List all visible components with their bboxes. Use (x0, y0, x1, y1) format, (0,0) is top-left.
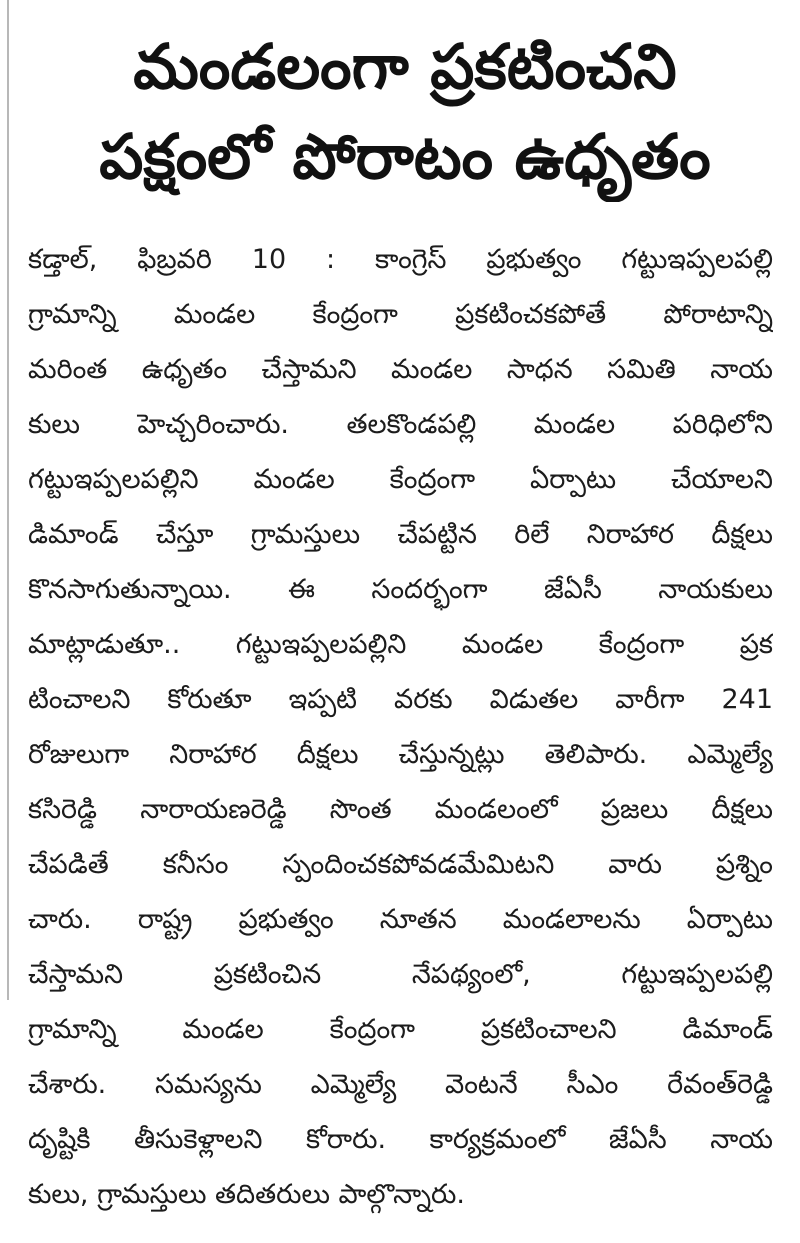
article-line: చారు. రాష్ట్ర ప్రభుత్వం నూతన మండలాలను ఏర్పాటు (28, 904, 773, 935)
article-line: మరింత ఉధృతం చేస్తామని మండల సాధన సమితి నాయ (28, 354, 773, 385)
article-line: డిమాండ్ చేస్తూ గ్రామస్తులు చేపట్టిన రిలే నిరాహార దీక్షలు (28, 519, 773, 550)
headline-line-2: పక్షంలో పోరాటం ఉధృతం (99, 120, 711, 193)
article-line: కొనసాగుతున్నాయి. ఈ సందర్భంగా జేఏసీ నాయకులు (28, 574, 773, 605)
article-line: కడ్తాల్, ఫిబ్రవరి 10 : కాంగ్రెస్ ప్రభుత్వం గట్టుఇప్పలపల్లి (28, 244, 773, 275)
article-line: రోజులుగా నిరాహార దీక్షలు చేస్తున్నట్లు తెలిపారు. ఎమ్మెల్యే (28, 739, 773, 770)
article-line: గ్రామాన్ని మండల కేంద్రంగా ప్రకటించాలని డిమాండ్ (28, 1014, 773, 1045)
headline (40, 22, 770, 202)
article-line: చేపడితే కనీసం స్పందించకపోవడమేమిటని వారు ప్రశ్నిం (28, 849, 773, 880)
article-line: చేస్తామని ప్రకటించిన నేపథ్యంలో, గట్టుఇప్పలపల్లి (28, 959, 773, 990)
article-line: కులు, గ్రామస్తులు తదితరులు పాల్గొన్నారు. (28, 1179, 465, 1210)
article-line: దృష్టికి తీసుకెళ్లాలని కోరారు. కార్యక్రమంలో జేఏసీ నాయ (28, 1124, 773, 1155)
article-line: గట్టుఇప్పలపల్లిని మండల కేంద్రంగా ఏర్పాటు చేయాలని (28, 464, 773, 495)
headline-line-1: మండలంగా ప్రకటించని (133, 30, 677, 103)
article-line: కసిరెడ్డి నారాయణరెడ్డి సొంత మండలంలో ప్రజలు దీక్షలు (28, 794, 773, 825)
article-body (28, 232, 773, 1222)
article-line: మాట్లాడుతూ.. గట్టుఇప్పలపల్లిని మండల కేంద్రంగా ప్రక (28, 629, 773, 660)
article-line: టించాలని కోరుతూ ఇప్పటి వరకు విడుతల వారీగా 241 (28, 684, 773, 715)
article-line: చేశారు. సమస్యను ఎమ్మెల్యే వెంటనే సీఎం రేవంత్‌రెడ్డి (28, 1069, 773, 1100)
article-line: కులు హెచ్చరించారు. తలకొండపల్లి మండల పరిధిలోని (28, 409, 773, 440)
column-divider (7, 0, 9, 1000)
article-line: గ్రామాన్ని మండల కేంద్రంగా ప్రకటించకపోతే పోరాటాన్ని (28, 299, 773, 330)
